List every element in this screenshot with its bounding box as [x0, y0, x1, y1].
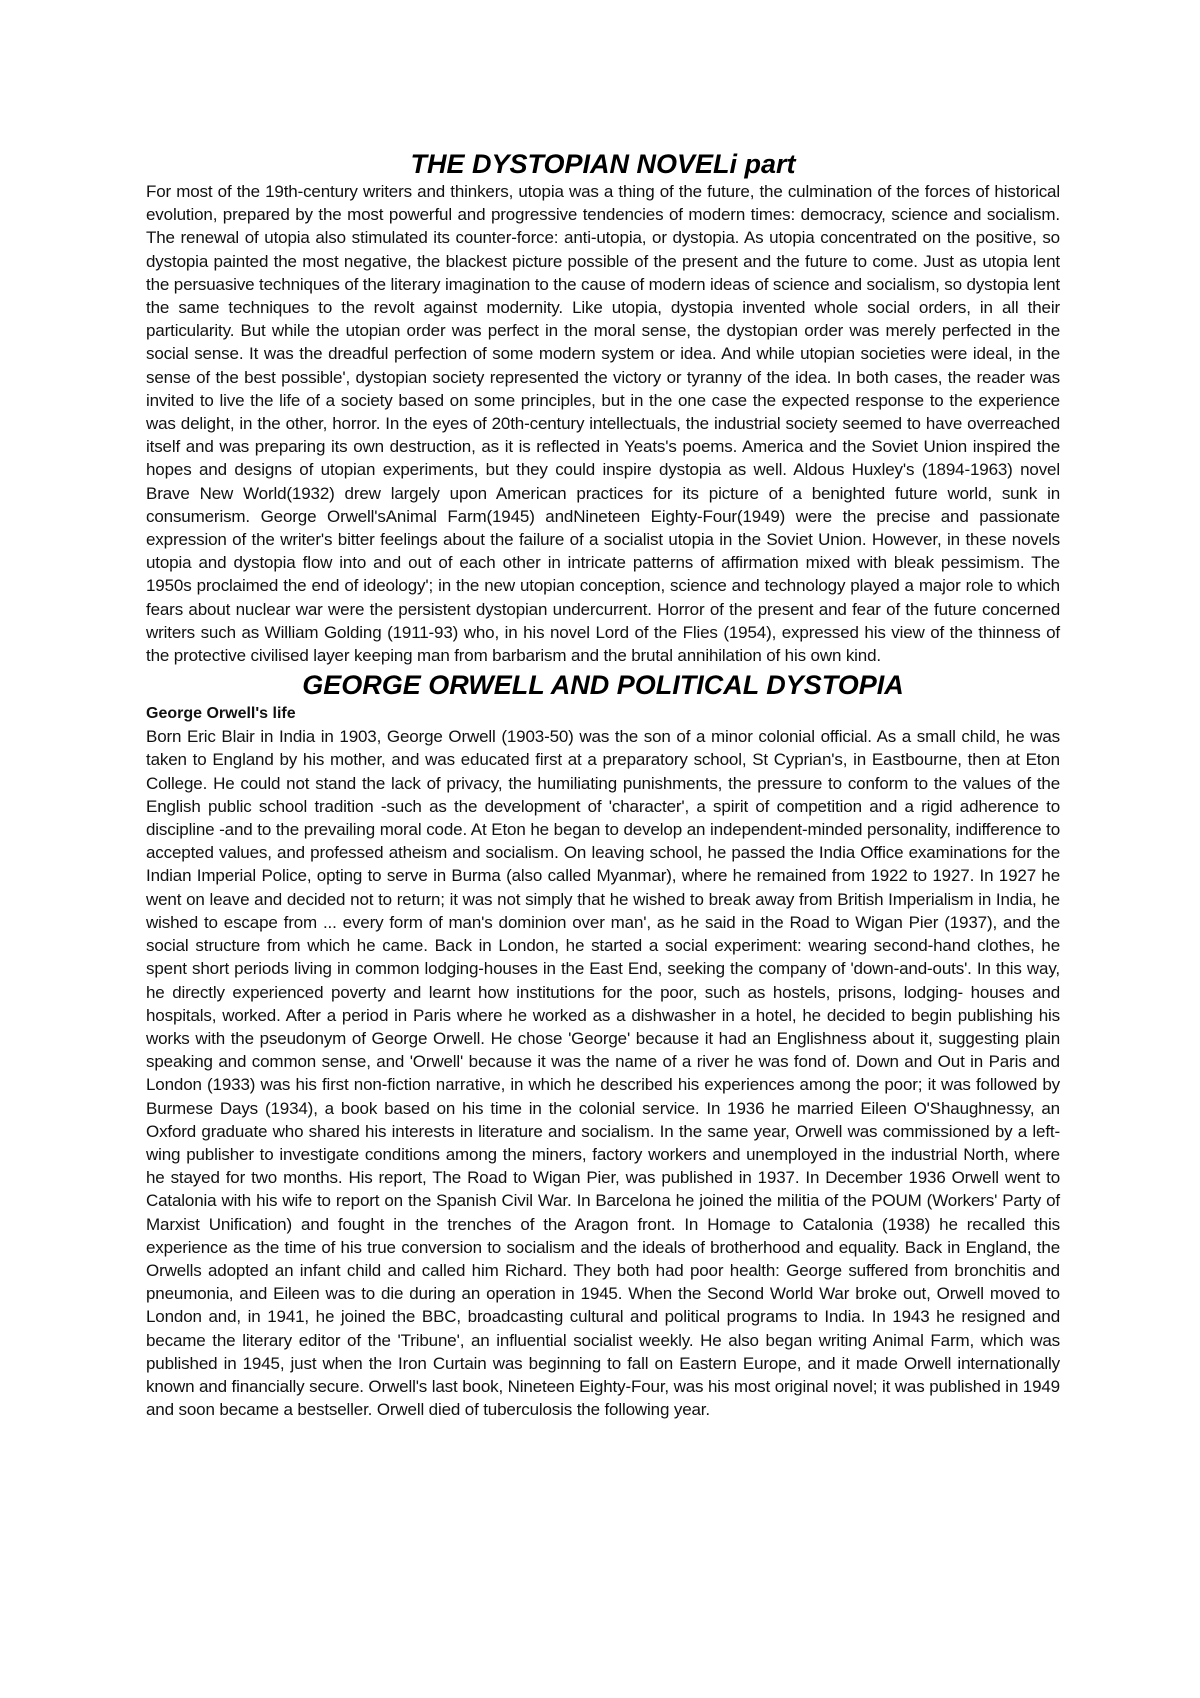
intro-paragraph: For most of the 19th-century writers and thinkers, utopia was a thing of the future, the culmination of the forces of historical evolution, prepared by the most powerful and progressive tendencies of modern times: democracy, science and socialism. The renewal of utopia also stimulated its counter-force: anti-utopia, or dystopia. As utopia concentrated on the positive, so dystopia painted the most negative, the blackest picture possible of the present and the future to come. Just as utopia lent the persuasive techniques of the literary imagination to the cause of modern ideas of science and socialism, so dystopia lent the same techniques to the revolt against modernity. Like utopia, dystopia invented whole social orders, in all their particularity. But while the utopian order was perfect in the moral sense, the dystopian order was merely perfected in the social sense. It was the dreadful perfection of some modern system or idea. And while utopian societies were ideal, in the sense of the best possible', dystopian society represented the victory or tyranny of the idea. In both cases, the reader was invited to live the life of a society based on some principles, but in the one case the expected response to the experience was delight, in the other, horror. In the eyes of 20th-century intellectuals, the industrial society seemed to have overreached itself and was preparing its own destruction, as it is reflected in Yeats's poems. America and the Soviet Union inspired the hopes and designs of utopian experiments, but they could inspire dystopia as well. Aldous Huxley's (1894-1963) novel Brave New World(1932) drew largely upon American practices for its picture of a benighted future world, sunk in consumerism. George Orwell'sAnimal Farm(1945) andNineteen Eighty-Four(1949) were the precise and passionate expression of the writer's bitter feelings about the failure of a socialist utopia in the Soviet Union. However, in these novels utopia and dystopia flow into and out of each other in intricate patterns of affirmation mixed with bleak pessimism. The 1950s proclaimed the end of ideology'; in the new utopian conception, science and technology played a major role to which fears about nuclear war were the persistent dystopian undercurrent. Horror of the present and fear of the future concerned writers such as William Golding (1911-93) who, in his novel Lord of the Flies (1954), expressed his view of the thinness of the protective civilised layer keeping man from barbarism and the brutal annihilation of his own kind.: [146, 182, 1060, 666]
subheading: George Orwell's life: [146, 705, 296, 723]
life-paragraph: Born Eric Blair in India in 1903, George Orwell (1903-50) was the son of a minor colonial official. As a small child, he was taken to England by his mother, and was educated first at a preparatory school, St Cyprian's, in Eastbourne, then at Eton College. He could not stand the lack of privacy, the humiliating punishments, the pressure to conform to the values of the English public school tradition -such as the development of 'character', a spirit of competition and a rigid adherence to discipline -and to the prevailing moral code. At Eton he began to develop an independent-minded personality, indifference to accepted values, and professed atheism and socialism. On leaving school, he passed the India Office examinations for the Indian Imperial Police, opting to serve in Burma (also called Myanmar), where he remained from 1922 to 1927. In 1927 he went on leave and decided not to return; it was not simply that he wished to break away from British Imperialism in India, he wished to escape from ... every form of man's dominion over man', as he said in the Road to Wigan Pier (1937), and the social structure from which he came. Back in London, he started a social experiment: wearing second-hand clothes, he spent short periods living in common lodging-houses in the East End, seeking the company of 'down-and-outs'. In this way, he directly experienced poverty and learnt how institutions for the poor, such as hostels, prisons, lodging- houses and hospitals, worked. After a period in Paris where he worked as a dishwasher in a hotel, he decided to begin publishing his works with the pseudonym of George Orwell. He chose 'George' because it had an Englishness about it, suggesting plain speaking and common sense, and 'Orwell' because it was the name of a river he was fond of. Down and Out in Paris and London (1933) was his first non-fiction narrative, in which he described his experiences among the poor; it was followed by Burmese Days (1934), a book based on his time in the colonial service. In 1936 he married Eileen O'Shaughnessy, an Oxford graduate who shared his interests in literature and socialism. In the same year, Orwell was commissioned by a left-wing publisher to investigate conditions among the miners, factory workers and unemployed in the industrial North, where he stayed for two months. His report, The Road to Wigan Pier, was published in 1937. In December 1936 Orwell went to Catalonia with his wife to report on the Spanish Civil War. In Barcelona he joined the militia of the POUM (Workers' Party of Marxist Unification) and fought in the trenches of the Aragon front. In Homage to Catalonia (1938) he recalled this experience as the time of his true conversion to socialism and the ideals of brotherhood and equality. Back in England, the Orwells adopted an infant child and called him Richard. They both had poor health: George suffered from bronchitis and pneumonia, and Eileen was to die during an operation in 1945. When the Second World War broke out, Orwell moved to London and, in 1941, he joined the BBC, broadcasting cultural and political programs to India. In 1943 he resigned and became the literary editor of the 'Tribune', an influential socialist weekly. He also began writing Animal Farm, which was published in 1945, just when the Iron Curtain was beginning to fall on Eastern Europe, and it made Orwell internationally known and financially secure. Orwell's last book, Nineteen Eighty-Four, was his most original novel; it was published in 1949 and soon became a bestseller. Orwell died of tuberculosis the following year.: [146, 727, 1060, 1420]
section-heading: GEORGE ORWELL AND POLITICAL DYSTOPIA: [302, 670, 904, 701]
document-page: [146, 148, 1060, 1421]
document-title: THE DYSTOPIAN NOVELi part: [410, 149, 796, 179]
